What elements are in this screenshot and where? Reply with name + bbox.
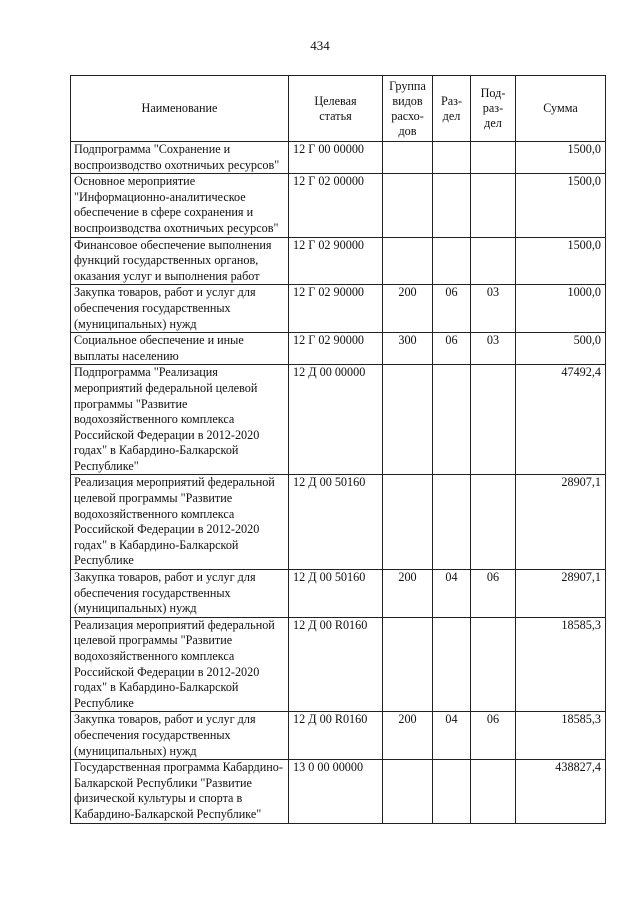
row-subsection (471, 142, 516, 174)
row-name: Закупка товаров, работ и услуг для обеспечения государственных (муниципальных) нужд (71, 570, 289, 618)
table-row (71, 142, 606, 174)
row-group (383, 142, 433, 174)
table-row (71, 617, 606, 712)
row-group (383, 617, 433, 712)
table-row (71, 174, 606, 237)
row-group (383, 365, 433, 475)
row-name: Реализация мероприятий федеральной целевой программы "Развитие водохозяйственного комплекса Российской Федерации в 2012-2020 годах" в Кабардино-Балкарской Республике (71, 617, 289, 712)
row-group (383, 475, 433, 570)
row-section (433, 365, 471, 475)
header-subsection: Под- раз- дел (471, 76, 516, 142)
row-group (383, 174, 433, 237)
header-group: Группа видов расхо- дов (383, 76, 433, 142)
row-target-code: 12 Г 00 00000 (289, 142, 383, 174)
row-sum: 1500,0 (516, 237, 606, 285)
row-sum: 1000,0 (516, 285, 606, 333)
row-subsection: 06 (471, 570, 516, 618)
row-sum: 438827,4 (516, 760, 606, 823)
row-subsection (471, 617, 516, 712)
row-section (433, 237, 471, 285)
row-section (433, 142, 471, 174)
table-row (71, 237, 606, 285)
row-name: Финансовое обеспечение выполнения функций государственных органов, оказания услуг и выполнения работ (71, 237, 289, 285)
row-sum: 1500,0 (516, 174, 606, 237)
row-group: 200 (383, 570, 433, 618)
table-row (71, 333, 606, 365)
row-name: Реализация мероприятий федеральной целевой программы "Развитие водохозяйственного комплекса Российской Федерации в 2012-2020 годах" в Кабардино-Балкарской Республике (71, 475, 289, 570)
row-section: 06 (433, 333, 471, 365)
row-section (433, 475, 471, 570)
row-name: Закупка товаров, работ и услуг для обеспечения государственных (муниципальных) нужд (71, 285, 289, 333)
row-name: Подпрограмма "Реализация мероприятий федеральной целевой программы "Развитие водохозяйственного комплекса Российской Федерации в 2012-2020 годах" в Кабардино-Балкарской Республике" (71, 365, 289, 475)
row-sum: 47492,4 (516, 365, 606, 475)
row-section: 06 (433, 285, 471, 333)
table-row (71, 475, 606, 570)
row-name: Закупка товаров, работ и услуг для обеспечения государственных (муниципальных) нужд (71, 712, 289, 760)
row-target-code: 12 Г 02 90000 (289, 285, 383, 333)
table-row (71, 760, 606, 823)
row-group: 200 (383, 712, 433, 760)
row-target-code: 12 Д 00 R0160 (289, 712, 383, 760)
row-subsection (471, 475, 516, 570)
row-section (433, 174, 471, 237)
row-target-code: 12 Г 02 00000 (289, 174, 383, 237)
header-target: Целевая статья (289, 76, 383, 142)
row-target-code: 12 Г 02 90000 (289, 237, 383, 285)
table-row (71, 285, 606, 333)
row-name: Основное мероприятие "Информационно-аналитическое обеспечение в сфере сохранения и воспроизводства охотничьих ресурсов" (71, 174, 289, 237)
header-name: Наименование (71, 76, 289, 142)
row-target-code: 12 Д 00 00000 (289, 365, 383, 475)
row-sum: 1500,0 (516, 142, 606, 174)
row-name: Подпрограмма "Сохранение и воспроизводство охотничьих ресурсов" (71, 142, 289, 174)
row-target-code: 12 Д 00 R0160 (289, 617, 383, 712)
row-subsection: 06 (471, 712, 516, 760)
row-sum: 18585,3 (516, 712, 606, 760)
row-subsection (471, 365, 516, 475)
row-group (383, 237, 433, 285)
row-section: 04 (433, 712, 471, 760)
row-target-code: 12 Д 00 50160 (289, 475, 383, 570)
row-target-code: 13 0 00 00000 (289, 760, 383, 823)
row-section (433, 760, 471, 823)
row-subsection (471, 237, 516, 285)
row-group: 300 (383, 333, 433, 365)
header-section: Раз- дел (433, 76, 471, 142)
row-sum: 18585,3 (516, 617, 606, 712)
row-group: 200 (383, 285, 433, 333)
row-subsection: 03 (471, 285, 516, 333)
row-sum: 28907,1 (516, 570, 606, 618)
row-sum: 28907,1 (516, 475, 606, 570)
table-header-row (71, 76, 606, 142)
row-subsection (471, 760, 516, 823)
row-subsection (471, 174, 516, 237)
row-name: Социальное обеспечение и иные выплаты населению (71, 333, 289, 365)
row-sum: 500,0 (516, 333, 606, 365)
row-subsection: 03 (471, 333, 516, 365)
row-section: 04 (433, 570, 471, 618)
page-number: 434 (310, 38, 330, 53)
row-section (433, 617, 471, 712)
row-group (383, 760, 433, 823)
table-row (71, 570, 606, 618)
header-sum: Сумма (516, 76, 606, 142)
budget-table (70, 75, 606, 824)
table-row (71, 712, 606, 760)
row-target-code: 12 Г 02 90000 (289, 333, 383, 365)
table-row (71, 365, 606, 475)
row-name: Государственная программа Кабардино-Балкарской Республики "Развитие физической культуры и спорта в Кабардино-Балкарской Республике" (71, 760, 289, 823)
row-target-code: 12 Д 00 50160 (289, 570, 383, 618)
